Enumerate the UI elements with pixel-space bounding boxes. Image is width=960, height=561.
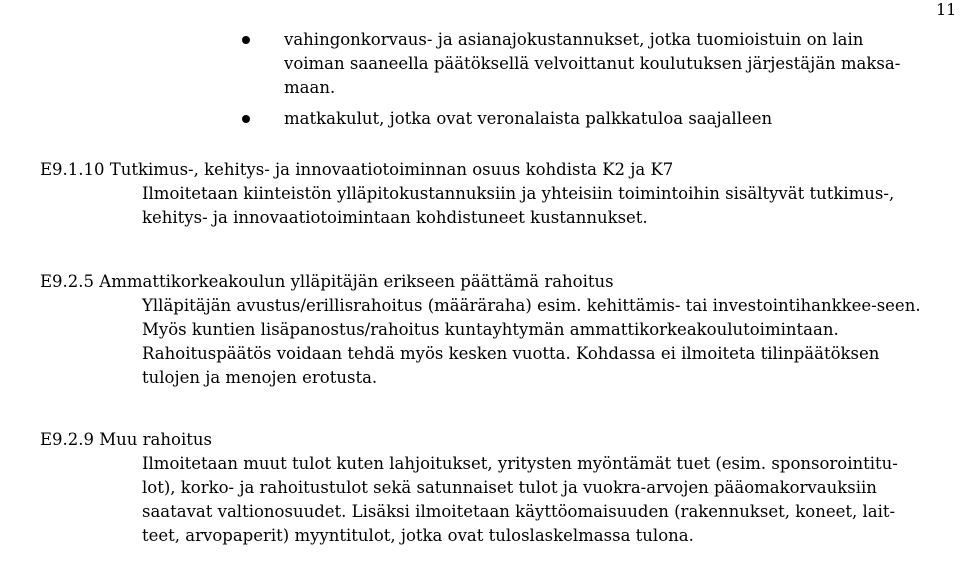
section-e9-2-5 bbox=[40, 270, 930, 390]
section-body: Ilmoitetaan muut tulot kuten lahjoitukset, yritysten myöntämät tuet (esim. sponsorointitu-lot), korko- ja rahoitustulot sekä satunnaiset tulot ja vuokra-arvojen pääomakorvauksiin saatavat valtionosuudet. Lisäksi ilmoitetaan käyttöomaisuuden (rakennukset, koneet, lait-teet, arvopaperit) myyntitulot, jotka ovat tuloslaskelmassa tulona. bbox=[142, 454, 898, 545]
section-e9-1-10 bbox=[40, 158, 930, 230]
section-e9-2-9 bbox=[40, 428, 930, 548]
list-item bbox=[238, 28, 918, 100]
page-number: 11 bbox=[936, 0, 957, 19]
section-heading: E9.2.5 Ammattikorkeakoulun ylläpitäjän erikseen päättämä rahoitus bbox=[40, 272, 614, 291]
list-item bbox=[238, 107, 918, 131]
bullet-icon bbox=[242, 115, 250, 123]
section-heading: E9.2.9 Muu rahoitus bbox=[40, 430, 212, 449]
bullet-text: vahingonkorvaus- ja asianajokustannukset, jotka tuomioistuin on lain voiman saaneella päätöksellä velvoittanut koulutuksen järjestäjän maksa-maan. bbox=[284, 30, 901, 97]
section-heading: E9.1.10 Tutkimus-, kehitys- ja innovaatiotoiminnan osuus kohdista K2 ja K7 bbox=[40, 160, 674, 179]
bullet-text: matkakulut, jotka ovat veronalaista palkkatuloa saajalleen bbox=[284, 109, 773, 128]
section-body: Ilmoitetaan kiinteistön ylläpitokustannuksiin ja yhteisiin toimintoihin sisältyvät tutkimus-, kehitys- ja innovaatiotoimintaan kohdistuneet kustannukset. bbox=[142, 184, 895, 227]
bullet-icon bbox=[242, 36, 250, 44]
bullet-list bbox=[238, 28, 918, 138]
section-body: Ylläpitäjän avustus/erillisrahoitus (määräraha) esim. kehittämis- tai investointihankkee-seen. Myös kuntien lisäpanostus/rahoitus kuntayhtymän ammattikorkeakoulutoimintaan. Rahoituspäätös voidaan tehdä myös kesken vuotta. Kohdassa ei ilmoiteta tilinpäätöksen tulojen ja menojen erotusta. bbox=[142, 296, 921, 387]
